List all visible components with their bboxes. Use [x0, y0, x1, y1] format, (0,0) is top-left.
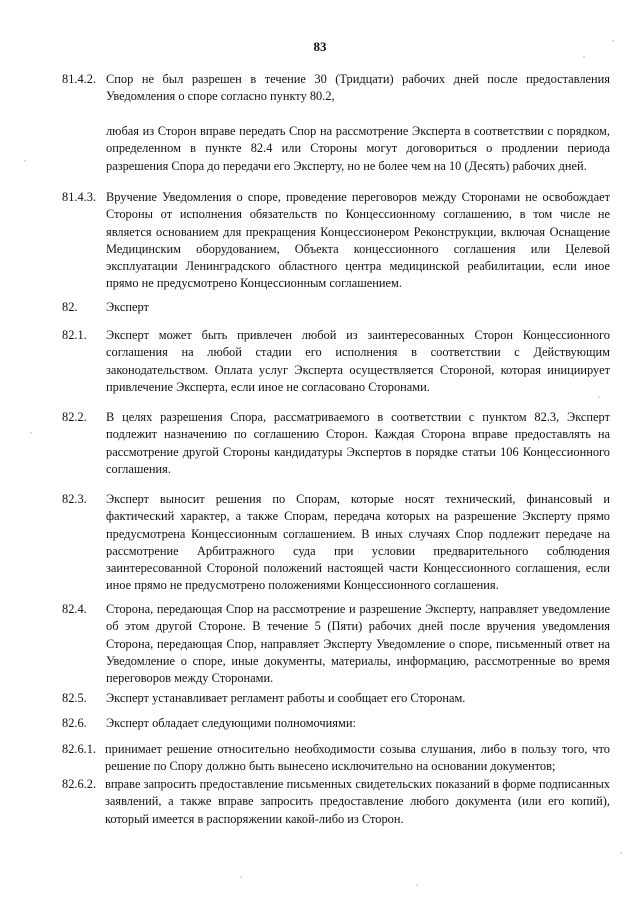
scan-speck: [598, 396, 600, 398]
clause-81-4-3: [62, 189, 610, 293]
clause-number: 82.4.: [62, 602, 87, 616]
clause-text: вправе запросить предоставление письменных свидетельских показаний в форме подписанных заявлений, а также вправе запросить предоставление любого документа (или его копий), который имеется в распоряжении какой-либо из Сторон.: [105, 777, 610, 826]
clause-text: Эксперт выносит решения по Спорам, которые носят технический, финансовый и фактический характер, а также Спорам, передача которых на разрешение Эксперту прямо предусмотрена Концессионным соглашением. В иных случаях Спор подлежит передаче на рассмотрение Арбитражного суда при условии предварительного соблюдения заинтересованной Стороной положений настоящей части Концессионного соглашения, если иное прямо не предусмотрено положениями Концессионного соглашения.: [106, 492, 610, 593]
clause-82-6: [62, 715, 610, 732]
clause-82-6-2: [62, 776, 610, 828]
scan-speck: [30, 432, 32, 434]
scan-speck: [416, 884, 418, 886]
clause-number: 81.4.2.: [62, 72, 97, 86]
clause-number: 81.4.3.: [62, 190, 97, 204]
section-title: Эксперт: [106, 300, 149, 314]
clause-number: 82.3.: [62, 492, 87, 506]
page-number: 83: [313, 39, 327, 54]
clause-82-4: [62, 601, 610, 687]
scan-speck: [24, 160, 26, 162]
clause-number: 82.6.: [62, 716, 87, 730]
clause-number: 82.5.: [62, 691, 87, 705]
clause-text: Эксперт устанавливает регламент работы и сообщает его Сторонам.: [106, 691, 466, 705]
clause-82-6-1: [62, 741, 610, 776]
clause-text: В целях разрешения Спора, рассматриваемого в соответствии с пунктом 82.3, Эксперт подлежит назначению по соглашению Сторон. Каждая Сторона вправе предоставлять на рассмотрение другой Стороны кандидатуры Экспертов в порядке статьи 106 Концессионного соглашения.: [106, 410, 610, 476]
clause-number: 82.2.: [62, 410, 87, 424]
clause-number: 82.1.: [62, 328, 87, 342]
clause-text: Спор не был разрешен в течение 30 (Тридцати) рабочих дней после предоставления Уведомления о споре согласно пункту 80.2,: [106, 72, 610, 104]
clause-82-2: [62, 409, 610, 478]
scan-speck: [240, 876, 242, 878]
clause-text: Сторона, передающая Спор на рассмотрение и разрешение Эксперту, направляет уведомление об этом другой Стороне. В течение 5 (Пяти) рабочих дней после вручения уведомления Сторона, передающая Спор, направляет Эксперту Уведомление о споре, письменный ответ на Уведомление о споре, иные документы, материалы, информацию, рассмотренные во время переговоров между Сторонами.: [106, 602, 610, 686]
clause-continuation: [62, 123, 610, 175]
section-number: 82.: [62, 300, 78, 314]
clause-81-4-2: [62, 71, 610, 106]
section-82-heading: [62, 299, 610, 316]
scan-speck: [612, 40, 614, 42]
clause-82-5: [62, 690, 610, 707]
clause-text: любая из Сторон вправе передать Спор на рассмотрение Эксперта в соответствии с порядком, определенном в пункте 82.4 или Стороны могут договориться о продлении периода разрешения Спора до передачи его Эксперту, но не более чем на 10 (Десять) рабочих дней.: [106, 124, 610, 173]
clause-text: Эксперт может быть привлечен любой из заинтересованных Сторон Концессионного соглашения на любой стадии его исполнения в соответствии с Действующим законодательством. Оплата услуг Эксперта осуществляется Стороной, которая инициирует привлечение Эксперта, если иное не согласовано Сторонами.: [106, 328, 610, 394]
scan-speck: [620, 852, 622, 854]
clause-text: принимает решение относительно необходимости созыва слушания, либо в пользу того, что решение по Спору должно быть вынесено исключительно на основании документов;: [105, 742, 610, 774]
clause-82-1: [62, 327, 610, 396]
clause-number: 82.6.1.: [62, 742, 97, 756]
scan-speck: [583, 56, 585, 58]
clause-number: 82.6.2.: [62, 777, 97, 791]
clause-82-3: [62, 491, 610, 595]
clause-text: Вручение Уведомления о споре, проведение переговоров между Сторонами не освобождает Стороны от исполнения обязательств по Концессионному соглашению, в том числе не является основанием для прекращения Концессионером Реконструкции, включая Оснащение Медицинским оборудованием, Объекта концессионного соглашения или Целевой эксплуатации Ленинградского областного центра медицинской реабилитации, если иное прямо не предусмотрено Концессионным соглашением.: [106, 190, 610, 291]
clause-text: Эксперт обладает следующими полномочиями:: [106, 716, 356, 730]
